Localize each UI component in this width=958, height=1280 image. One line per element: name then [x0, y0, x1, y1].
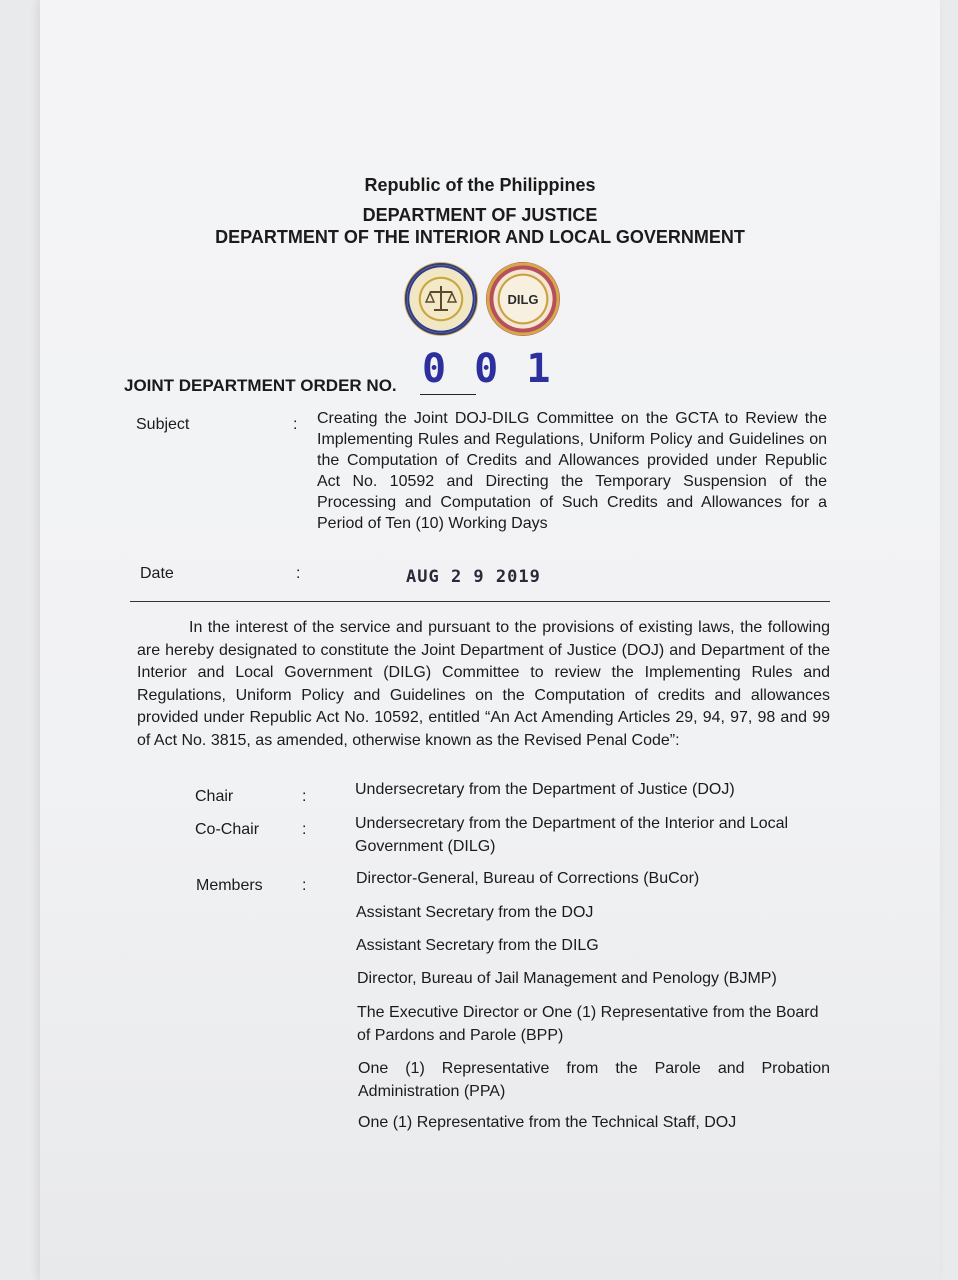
doj-seal-icon: [404, 262, 478, 336]
dilg-seal-icon: [486, 262, 560, 336]
intro-paragraph: In the interest of the service and pursuant to the provisions of existing laws, the following are hereby designated to constitute the Joint Department of Justice (DOJ) and Department of the Interior and Local Government (DILG) Committee to review the Implementing Rules and Regulations, Uniform Policy and Guidelines on the Computation of credits and allowances provided under Republic Act No. 10592, entitled “An Act Amending Articles 29, 94, 97, 98 and 99 of Act No. 3815, as amended, otherwise known as the Revised Penal Code”:: [137, 619, 830, 749]
dilg-seal-label: DILG: [507, 292, 539, 307]
members-label: Members: [196, 877, 263, 894]
date-label: Date: [140, 565, 174, 582]
cochair-label: Co-Chair: [195, 821, 260, 838]
scales-icon: [404, 262, 478, 336]
cochair-text: Undersecretary from the Department of the Interior and Local Government (DILG): [355, 815, 789, 855]
document-page: [40, 0, 940, 1280]
chair-text: Undersecretary from the Department of Justice (DOJ): [355, 781, 735, 798]
members-colon: :: [302, 877, 307, 894]
member-item: One (1) Representative from the Parole and Probation Administration (PPA): [358, 1060, 830, 1100]
member-item: The Executive Director or One (1) Representative from the Board of Pardons and Parole (BPP): [357, 1004, 819, 1044]
member-item: Director-General, Bureau of Corrections (BuCor): [356, 870, 700, 887]
member-item: Assistant Secretary from the DILG: [356, 937, 599, 954]
date-colon: :: [296, 565, 301, 582]
chair-label: Chair: [195, 788, 234, 805]
date-stamp: AUG 2 9 2019: [406, 567, 541, 587]
doj-heading: DEPARTMENT OF JUSTICE: [362, 205, 598, 225]
member-item: Director, Bureau of Jail Management and Penology (BJMP): [357, 970, 777, 987]
subject-label: Subject: [136, 416, 190, 433]
subject-colon: :: [293, 416, 298, 433]
chair-colon: :: [302, 788, 307, 805]
order-label: JOINT DEPARTMENT ORDER NO.: [124, 376, 397, 395]
subject-text: Creating the Joint DOJ-DILG Committee on the GCTA to Review the Implementing Rules and Regulations, Uniform Policy and Guidelines on the Computation of Credits and Allowances provided under Republic Act No. 10592 and Directing the Temporary Suspension of the Processing and Computation of Such Credits and Allowances for a Period of Ten (10) Working Days: [317, 410, 827, 532]
dilg-heading: DEPARTMENT OF THE INTERIOR AND LOCAL GOVERNMENT: [215, 227, 745, 247]
order-number-stamp: 0 0 1: [422, 346, 553, 392]
header-divider: [130, 601, 830, 602]
cochair-colon: :: [302, 821, 307, 838]
member-item: One (1) Representative from the Technical Staff, DOJ: [358, 1114, 737, 1131]
order-underline: [420, 394, 476, 395]
member-item: Assistant Secretary from the DOJ: [356, 904, 594, 921]
republic-heading: Republic of the Philippines: [364, 175, 596, 195]
